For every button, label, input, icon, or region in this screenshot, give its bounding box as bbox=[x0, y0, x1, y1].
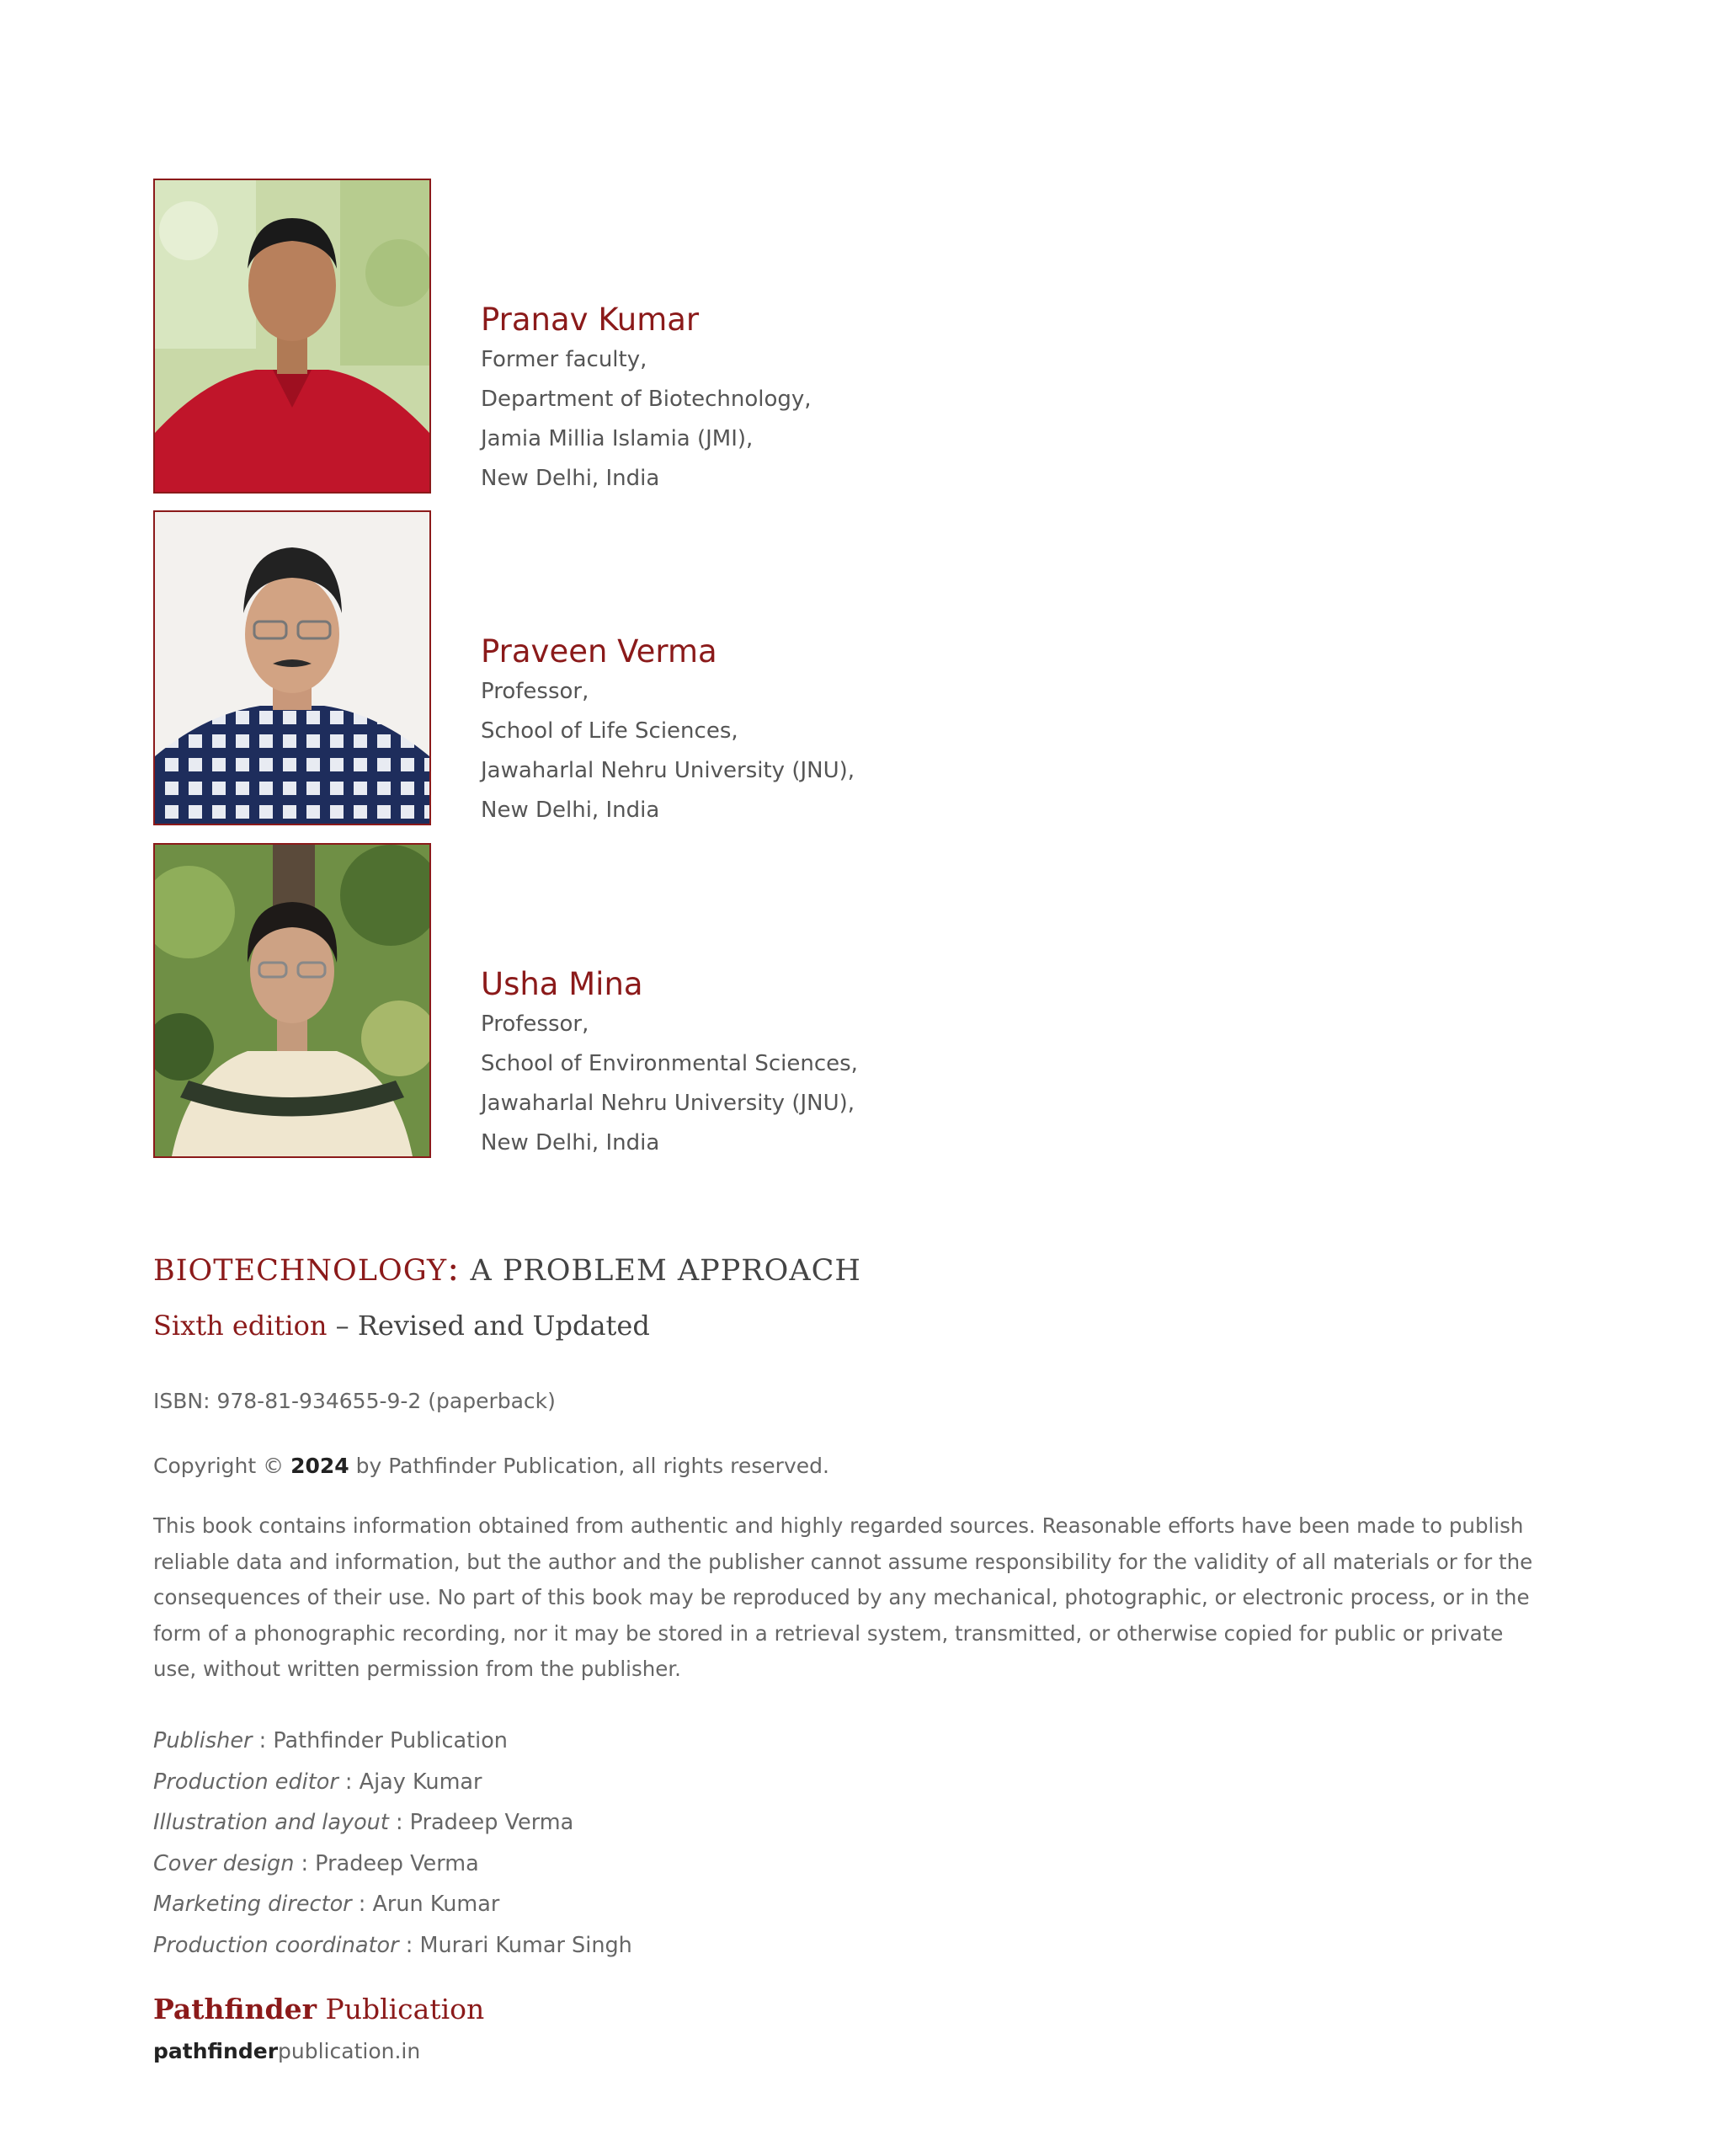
book-title bbox=[153, 1245, 861, 1294]
credit-role: Cover design bbox=[153, 1850, 295, 1876]
affiliation-line: New Delhi, India bbox=[481, 466, 660, 491]
author-block bbox=[153, 843, 1416, 1158]
credit-name: : Pradeep Verma bbox=[294, 1850, 479, 1876]
author-info bbox=[481, 632, 855, 830]
affiliation-line: Professor, bbox=[481, 679, 589, 704]
publisher-logo bbox=[153, 1991, 484, 2028]
affiliation-line: New Delhi, India bbox=[481, 798, 660, 823]
author-photo bbox=[153, 843, 431, 1158]
affiliation-line: School of Environmental Sciences, bbox=[481, 1051, 858, 1076]
credits-list bbox=[153, 1721, 632, 1966]
author-info bbox=[481, 964, 858, 1163]
website-part1: pathfinder bbox=[153, 2039, 279, 2063]
book-title-subtitle: A PROBLEM APPROACH bbox=[470, 1254, 861, 1288]
author-info bbox=[481, 300, 812, 499]
edition-note: – Revised and Updated bbox=[335, 1310, 650, 1342]
affiliation-line: Jawaharlal Nehru University (JNU), bbox=[481, 1091, 855, 1116]
affiliation-line: School of Life Sciences, bbox=[481, 718, 738, 744]
credit-item bbox=[153, 1721, 632, 1762]
author-block bbox=[153, 510, 1416, 825]
publisher-logo-part1: Pathfinder bbox=[153, 1993, 317, 2025]
author-name: Praveen Verma bbox=[481, 633, 717, 670]
author-name: Pranav Kumar bbox=[481, 302, 700, 338]
credit-name: : Arun Kumar bbox=[351, 1892, 500, 1917]
disclaimer-paragraph: This book contains information obtained from authentic and highly regarded sources. Reasonable efforts have been made to publish reliable data and information, but the author and the publisher cannot assume responsibility for the validity of all materials or for the consequences of their use. No part of this book may be reproduced by any mechanical, photographic, or electronic process, or in the form of a phonographic recording, nor it may be stored in a retrieval system, transmitted, or otherwise copied for public or private use, without written permission from the publisher. bbox=[153, 1513, 1533, 1681]
credit-item bbox=[153, 1884, 632, 1925]
credit-name: : Pathfinder Publication bbox=[252, 1728, 508, 1753]
book-title-colon: : bbox=[447, 1247, 461, 1289]
copyright-suffix: by Pathfinder Publication, all rights reserved. bbox=[349, 1454, 829, 1478]
credit-item bbox=[153, 1925, 632, 1967]
affiliation-line: New Delhi, India bbox=[481, 1130, 660, 1155]
credit-item bbox=[153, 1802, 632, 1844]
credit-name: : Ajay Kumar bbox=[338, 1769, 482, 1795]
isbn: ISBN: 978-81-934655-9-2 (paperback) bbox=[153, 1389, 556, 1413]
credit-role: Illustration and layout bbox=[153, 1810, 389, 1835]
author-block bbox=[153, 179, 1416, 494]
copyright-prefix: Copyright © bbox=[153, 1454, 291, 1478]
publisher-website[interactable] bbox=[153, 2036, 420, 2067]
publisher-logo-part2: Publication bbox=[317, 1993, 485, 2025]
affiliation-line: Professor, bbox=[481, 1011, 589, 1037]
book-title-main: BIOTECHNOLOGY bbox=[153, 1254, 448, 1288]
author-photo bbox=[153, 510, 431, 825]
credit-role: Marketing director bbox=[153, 1892, 352, 1917]
credit-name: : Murari Kumar Singh bbox=[398, 1932, 632, 1958]
credit-item bbox=[153, 1762, 632, 1803]
copyright-notice bbox=[153, 1451, 829, 1481]
edition-line bbox=[153, 1305, 650, 1347]
credit-role: Production coordinator bbox=[153, 1932, 399, 1958]
affiliation-line: Jamia Millia Islamia (JMI), bbox=[481, 426, 754, 451]
affiliation-line: Department of Biotechnology, bbox=[481, 387, 812, 412]
credit-item bbox=[153, 1844, 632, 1885]
credit-role: Production editor bbox=[153, 1769, 338, 1795]
copyright-year: 2024 bbox=[290, 1454, 349, 1478]
edition-label: Sixth edition bbox=[153, 1310, 328, 1342]
affiliation-line: Former faculty, bbox=[481, 347, 647, 372]
website-part2: publication.in bbox=[278, 2039, 421, 2063]
author-photo bbox=[153, 179, 431, 494]
credit-name: : Pradeep Verma bbox=[388, 1810, 574, 1835]
credit-role: Publisher bbox=[153, 1728, 253, 1753]
author-name: Usha Mina bbox=[481, 966, 643, 1002]
affiliation-line: Jawaharlal Nehru University (JNU), bbox=[481, 758, 855, 783]
